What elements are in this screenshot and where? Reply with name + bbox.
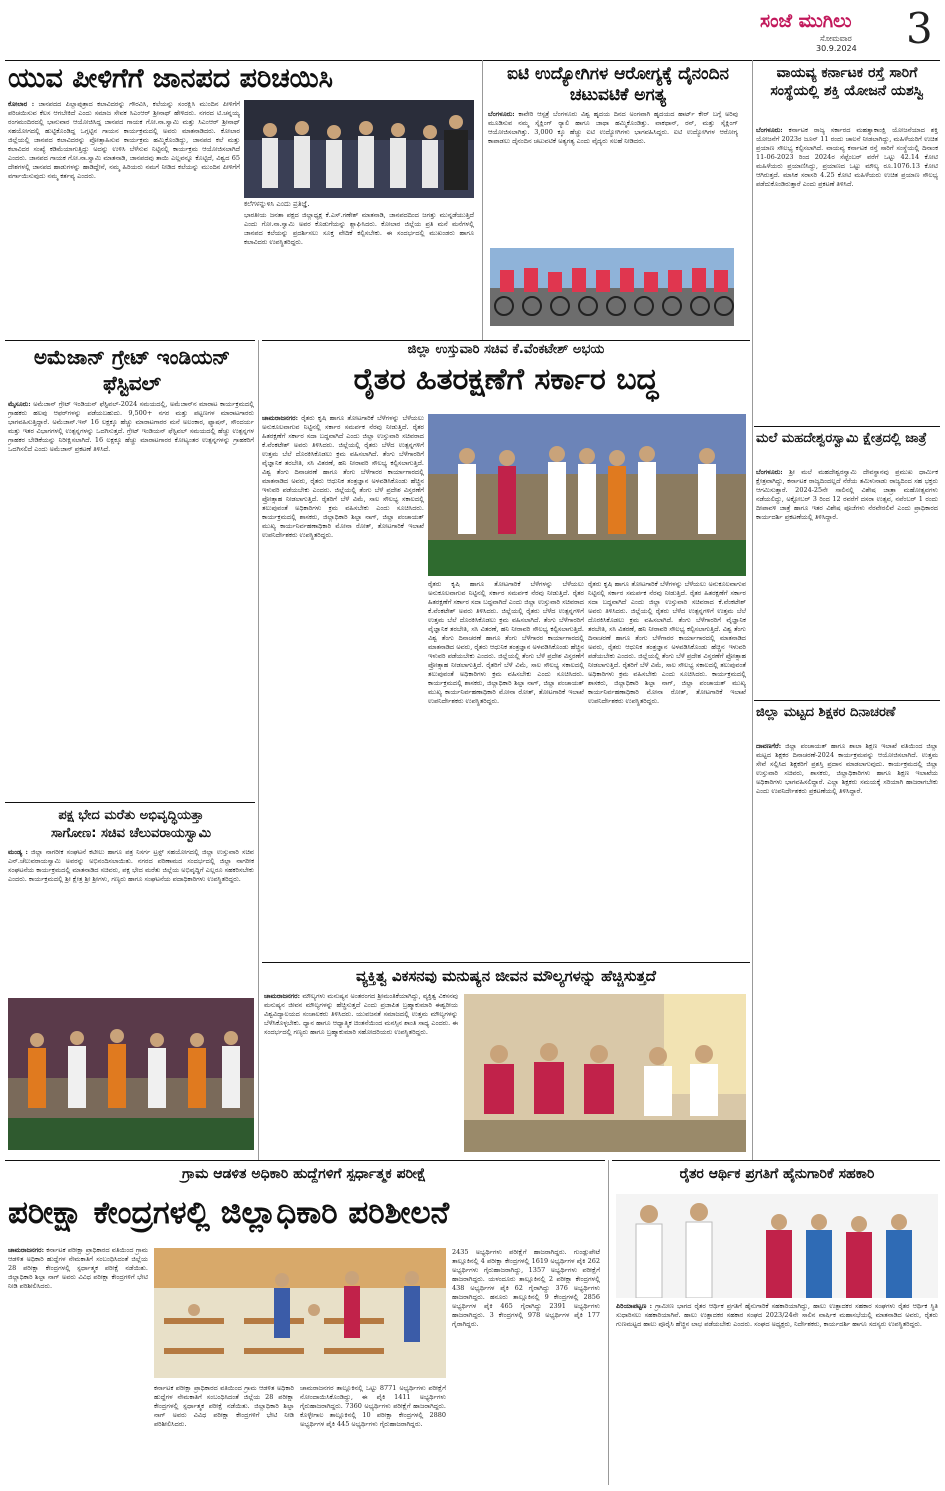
masthead xyxy=(760,4,940,60)
article-9-byline: ಚಾಮರಾಜನಗರ: xyxy=(264,992,300,1000)
article-9-headline: ವ್ಯಕ್ತಿತ್ವ ವಿಕಸನವು ಮನುಷ್ಯನ ಜೀವನ ಮೌಲ್ಯಗಳನ್ನು ಹೆಚ್ಚಿಸುತ್ತದೆ xyxy=(356,967,656,985)
article-10-body-continued xyxy=(154,1384,294,1484)
article-5-text: ರೈತರು ಕೃಷಿ ಹಾಗೂ ತೋಟಗಾರಿಕೆ ಬೆಳೆಗಳನ್ನು ಬೆಳೆಯಲು ಅನುಕೂಲವಾಗುವ ನಿಟ್ಟಿನಲ್ಲಿ ಸರ್ಕಾರ ಸಮರ್ಪಕ ನೆರವು ನೀಡುತ್ತಿದೆ. ರೈತರ ಹಿತರಕ್ಷಣೆಗೆ ಸರ್ಕಾರ ಸದಾ ಬದ್ಧವಾಗಿದೆ ಎಂದು ಜಿಲ್ಲಾ ಉಸ್ತುವಾರಿ ಸಚಿವರಾದ ಕೆ.ವೆಂಕಟೇಶ್ ಅವರು ತಿಳಿಸಿದರು. ಜಿಲ್ಲೆಯಲ್ಲಿ ರೈತರು ಬೆಳೆದ ಉತ್ಪನ್ನಗಳಿಗೆ ಉತ್ತಮ ಬೆಲೆ ದೊರಕಿಸಿಕೊಡಲು ಕ್ರಮ ವಹಿಸಲಾಗಿದೆ. ತೆಂಗು ಬೆಳೆಗಾರರಿಗೆ ವೈಜ್ಞಾನಿಕ ತರಬೇತಿ, ಸಸಿ ವಿತರಣೆ, ಹನಿ ನೀರಾವರಿ ಸೌಲಭ್ಯ ಕಲ್ಪಿಸಲಾಗುತ್ತಿದೆ. ವಿಶ್ವ ತೆಂಗು ದಿನಾಚರಣೆ ಹಾಗೂ ತೆಂಗು ಬೆಳೆಗಾರರ ಕಾರ್ಯಾಗಾರದಲ್ಲಿ ಮಾತನಾಡಿದ ಅವರು, ರೈತರು ಆಧುನಿಕ ತಂತ್ರಜ್ಞಾನ ಅಳವಡಿಸಿಕೊಂಡು ಹೆಚ್ಚಿನ ಇಳುವರಿ ಪಡೆಯಬೇಕು ಎಂದರು. ಜಿಲ್ಲೆಯಲ್ಲಿ ತೆಂಗು ಬೆಳೆ ಪ್ರದೇಶ ವಿಸ್ತರಣೆಗೆ ಪ್ರೋತ್ಸಾಹ ನೀಡಲಾಗುತ್ತಿದೆ. ರೈತರಿಗೆ ಬೆಳೆ ವಿಮೆ, ಸಾಲ ಸೌಲಭ್ಯ ಸಕಾಲದಲ್ಲಿ ತಲುಪುವಂತೆ ಅಧಿಕಾರಿಗಳು ಕ್ರಮ ವಹಿಸಬೇಕು ಎಂದು ಸೂಚಿಸಿದರು. ಕಾರ್ಯಕ್ರಮದಲ್ಲಿ ಶಾಸಕರು, ಜಿಲ್ಲಾಧಿಕಾರಿ ಶಿಲ್ಪಾ ನಾಗ್, ಜಿಲ್ಲಾ ಪಂಚಾಯತ್ ಮುಖ್ಯ ಕಾರ್ಯನಿರ್ವಹಣಾಧಿಕಾರಿ ಮೋನಾ ರೋತ್, ತೋಟಗಾರಿಕೆ ಇಲಾಖೆ ಉಪನಿರ್ದೇಶಕರು ಉಪಸ್ಥಿತರಿದ್ದರು. xyxy=(262,414,424,539)
article-10-byline: ಚಾಮರಾಜನಗರ: xyxy=(8,1246,44,1254)
divider xyxy=(608,1160,609,1485)
divider xyxy=(482,60,483,340)
divider xyxy=(5,60,940,61)
article-8-photo xyxy=(8,998,254,1150)
article-5-photo xyxy=(428,414,746,576)
divider xyxy=(262,962,750,963)
article-5-headline: ರೈತರ ಹಿತರಕ್ಷಣೆಗೆ ಸರ್ಕಾರ ಬದ್ಧ xyxy=(353,362,659,397)
divider xyxy=(754,700,940,701)
divider xyxy=(258,340,259,1160)
article-4-headline: ಅಮೆಜಾನ್ ಗ್ರೇಟ್ ಇಂಡಿಯನ್ ಫೆಸ್ಟಿವಲ್ xyxy=(33,345,231,395)
article-5-kicker: ಜಿಲ್ಲಾ ಉಸ್ತುವಾರಿ ಸಚಿವ ಕೆ.ವೆಂಕಟೇಶ್ ಅಭಯ xyxy=(407,342,605,357)
article-4-byline: ಮೈಸೂರು: xyxy=(8,400,31,408)
article-7-headline: ಜಿಲ್ಲಾ ಮಟ್ಟದ ಶಿಕ್ಷಕರ ದಿನಾಚರಣೆ xyxy=(756,705,896,720)
article-9-body xyxy=(264,992,458,1154)
article-3-headline: ವಾಯವ್ಯ ಕರ್ನಾಟಕ ರಸ್ತೆ ಸಾರಿಗೆ ಸಂಸ್ಥೆಯಲ್ಲಿ ಶಕ್ತಿ ಯೋಜನೆ ಯಶಸ್ವಿ xyxy=(770,65,924,99)
divider xyxy=(5,802,255,803)
article-8-headline: ಸಾಗೋಣ: ಸಚಿವ ಚೆಲುವರಾಯಸ್ವಾಮಿ xyxy=(50,826,212,841)
article-10-body xyxy=(8,1246,148,1484)
article-3-text: ಕರ್ನಾಟಕ ರಾಜ್ಯ ಸರ್ಕಾರದ ಮಹತ್ವಾಕಾಂಕ್ಷಿ ಯೋಜನೆಯಾದ ಶಕ್ತಿ ಯೋಜನೆಗೆ 2023ರ ಜೂನ್ 11 ರಂದು ಚಾಲನೆ ನೀಡಲಾಗಿದ್ದು, ಮಹಿಳೆಯರಿಗೆ ಉಚಿತ ಪ್ರಯಾಣ ಸೌಲಭ್ಯ ಕಲ್ಪಿಸಲಾಗಿದೆ. ವಾಯವ್ಯ ಕರ್ನಾಟಕ ರಸ್ತೆ ಸಾರಿಗೆ ಸಂಸ್ಥೆಯಲ್ಲಿ ದಿನಾಂಕ 11-06-2023 ರಿಂದ 2024ರ ಸೆಪ್ಟೆಂಬರ್ ವರೆಗೆ ಒಟ್ಟು 42.14 ಕೋಟಿ ಮಹಿಳೆಯರು ಪ್ರಯಾಣಿಸಿದ್ದು, ಪ್ರಯಾಣದ ಒಟ್ಟು ಮೌಲ್ಯ ರೂ.1076.13 ಕೋಟಿ ಆಗಿರುತ್ತದೆ. ಮಾಸಿಕ ಸರಾಸರಿ 4.25 ಕೋಟಿ ಮಹಿಳೆಯರು ಉಚಿತ ಪ್ರಯಾಣ ಸೌಲಭ್ಯ ಪಡೆದುಕೊಂಡಿರುತ್ತಾರೆ ಎಂದು ಪ್ರಕಟಣೆ ತಿಳಿಸಿದೆ. xyxy=(756,126,938,188)
date-label: 30.9.2024 xyxy=(816,44,857,53)
article-2-byline: ಬೆಂಗಳೂರು: xyxy=(488,110,515,118)
article-10-headline: ಪರೀಕ್ಷಾ ಕೇಂದ್ರಗಳಲ್ಲಿ ಜಿಲ್ಲಾಧಿಕಾರಿ ಪರಿಶೀಲನೆ xyxy=(8,1195,450,1231)
article-10-text-2: ಕರ್ನಾಟಕ ಪರೀಕ್ಷಾ ಪ್ರಾಧಿಕಾರದ ವತಿಯಿಂದ ಗ್ರಾಮ ಆಡಳಿತ ಅಧಿಕಾರಿ ಹುದ್ದೆಗಳ ನೇಮಕಾತಿಗೆ ಸಂಬಂಧಿಸಿದಂತೆ ಜಿಲ್ಲೆಯ 28 ಪರೀಕ್ಷಾ ಕೇಂದ್ರಗಳಲ್ಲಿ ಸ್ಪರ್ಧಾತ್ಮಕ ಪರೀಕ್ಷೆ ನಡೆಯಿತು. ಜಿಲ್ಲಾಧಿಕಾರಿ ಶಿಲ್ಪಾ ನಾಗ್ ಅವರು ವಿವಿಧ ಪರೀಕ್ಷಾ ಕೇಂದ್ರಗಳಿಗೆ ಭೇಟಿ ನೀಡಿ ಪರಿಶೀಲಿಸಿದರು. xyxy=(154,1384,294,1428)
article-5-body-continued xyxy=(428,580,584,960)
article-4-body xyxy=(8,400,254,798)
article-5-body xyxy=(262,414,424,958)
article-10-body-continued-2: ಚಾಮರಾಜನಗರ ತಾಲ್ಲೂಕಿನಲ್ಲಿ ಒಟ್ಟು 8771 ಅಭ್ಯರ್ಥಿಗಳು ಪರೀಕ್ಷೆಗೆ ನೋಂದಾಯಿಸಿಕೊಂಡಿದ್ದು, ಈ ಪೈಕಿ 1411 ಅಭ್ಯರ್ಥಿಗಳು ಗೈರುಹಾಜರಾಗಿದ್ದರು. 7360 ಅಭ್ಯರ್ಥಿಗಳು ಪರೀಕ್ಷೆಗೆ ಹಾಜರಾಗಿದ್ದರು. ಕೊಳ್ಳೇಗಾಲ ತಾಲ್ಲೂಕಿನಲ್ಲಿ 10 ಪರೀಕ್ಷಾ ಕೇಂದ್ರಗಳಲ್ಲಿ 2880 ಅಭ್ಯರ್ಥಿಗಳ ಪೈಕಿ 445 ಅಭ್ಯರ್ಥಿಗಳು ಗೈರುಹಾಜರಾಗಿದ್ದರು. xyxy=(300,1384,446,1428)
article-6-headline: ಮಲೆ ಮಹದೇಶ್ವರಸ್ವಾಮಿ ಕ್ಷೇತ್ರದಲ್ಲಿ ಜಾತ್ರೆ xyxy=(756,431,927,446)
article-5-text-2: ರೈತರು ಕೃಷಿ ಹಾಗೂ ತೋಟಗಾರಿಕೆ ಬೆಳೆಗಳನ್ನು ಬೆಳೆಯಲು ಅನುಕೂಲವಾಗುವ ನಿಟ್ಟಿನಲ್ಲಿ ಸರ್ಕಾರ ಸಮರ್ಪಕ ನೆರವು ನೀಡುತ್ತಿದೆ. ರೈತರ ಹಿತರಕ್ಷಣೆಗೆ ಸರ್ಕಾರ ಸದಾ ಬದ್ಧವಾಗಿದೆ ಎಂದು ಜಿಲ್ಲಾ ಉಸ್ತುವಾರಿ ಸಚಿವರಾದ ಕೆ.ವೆಂಕಟೇಶ್ ಅವರು ತಿಳಿಸಿದರು. ಜಿಲ್ಲೆಯಲ್ಲಿ ರೈತರು ಬೆಳೆದ ಉತ್ಪನ್ನಗಳಿಗೆ ಉತ್ತಮ ಬೆಲೆ ದೊರಕಿಸಿಕೊಡಲು ಕ್ರಮ ವಹಿಸಲಾಗಿದೆ. ತೆಂಗು ಬೆಳೆಗಾರರಿಗೆ ವೈಜ್ಞಾನಿಕ ತರಬೇತಿ, ಸಸಿ ವಿತರಣೆ, ಹನಿ ನೀರಾವರಿ ಸೌಲಭ್ಯ ಕಲ್ಪಿಸಲಾಗುತ್ತಿದೆ. ವಿಶ್ವ ತೆಂಗು ದಿನಾಚರಣೆ ಹಾಗೂ ತೆಂಗು ಬೆಳೆಗಾರರ ಕಾರ್ಯಾಗಾರದಲ್ಲಿ ಮಾತನಾಡಿದ ಅವರು, ರೈತರು ಆಧುನಿಕ ತಂತ್ರಜ್ಞಾನ ಅಳವಡಿಸಿಕೊಂಡು ಹೆಚ್ಚಿನ ಇಳುವರಿ ಪಡೆಯಬೇಕು ಎಂದರು. ಜಿಲ್ಲೆಯಲ್ಲಿ ತೆಂಗು ಬೆಳೆ ಪ್ರದೇಶ ವಿಸ್ತರಣೆಗೆ ಪ್ರೋತ್ಸಾಹ ನೀಡಲಾಗುತ್ತಿದೆ. ರೈತರಿಗೆ ಬೆಳೆ ವಿಮೆ, ಸಾಲ ಸೌಲಭ್ಯ ಸಕಾಲದಲ್ಲಿ ತಲುಪುವಂತೆ ಅಧಿಕಾರಿಗಳು ಕ್ರಮ ವಹಿಸಬೇಕು ಎಂದು ಸೂಚಿಸಿದರು. ಕಾರ್ಯಕ್ರಮದಲ್ಲಿ ಶಾಸಕರು, ಜಿಲ್ಲಾಧಿಕಾರಿ ಶಿಲ್ಪಾ ನಾಗ್, ಜಿಲ್ಲಾ ಪಂಚಾಯತ್ ಮುಖ್ಯ ಕಾರ್ಯನಿರ್ವಹಣಾಧಿಕಾರಿ ಮೋನಾ ರೋತ್, ತೋಟಗಾರಿಕೆ ಇಲಾಖೆ ಉಪನಿರ್ದೇಶಕರು ಉಪಸ್ಥಿತರಿದ್ದರು. xyxy=(428,580,584,705)
day-label: ಸೋಮವಾರ xyxy=(820,34,852,43)
article-10-photo xyxy=(154,1248,446,1378)
article-9-text: ಮೌಲ್ಯಗಳು ಮನುಷ್ಯನ ಅಂತರಂಗದ ಶ್ರೀಮಂತಿಕೆಯಾಗಿದ್ದು, ವ್ಯಕ್ತಿತ್ವ ವಿಕಸನವು ಮನುಷ್ಯನ ಜೀವನ ಮೌಲ್ಯಗಳನ್ನು ಹೆಚ್ಚಿಸುತ್ತದೆ ಎಂದು ಪ್ರಜಾಪಿತ ಬ್ರಹ್ಮಾಕುಮಾರಿ ಈಶ್ವರೀಯ ವಿಶ್ವವಿದ್ಯಾಲಯದ ಸಂಚಾಲಕರು ತಿಳಿಸಿದರು. ಯುವಜನತೆ ಸಮಾಜದಲ್ಲಿ ಉತ್ತಮ ಮೌಲ್ಯಗಳನ್ನು ಬೆಳೆಸಿಕೊಳ್ಳಬೇಕು. ಧ್ಯಾನ ಹಾಗೂ ಆಧ್ಯಾತ್ಮಿಕ ಚಿಂತನೆಯಿಂದ ಮನಸ್ಸಿನ ಶಾಂತಿ ಸಾಧ್ಯ ಎಂದರು. ಈ ಸಂದರ್ಭದಲ್ಲಿ ಗಣ್ಯರು ಹಾಗೂ ಬ್ರಹ್ಮಾಕುಮಾರಿ ಸಹೋದರಿಯರು ಉಪಸ್ಥಿತರಿದ್ದರು. xyxy=(264,992,458,1036)
article-11-photo xyxy=(616,1194,938,1298)
article-5-body-continued-2 xyxy=(588,580,746,960)
article-5-byline: ಚಾಮರಾಜನಗರ: xyxy=(262,414,298,422)
brand-logo: ಸಂಜೆ ಮುಗಿಲು xyxy=(760,10,852,32)
article-7-byline: ದಾವಣಗೆರೆ: xyxy=(756,742,782,750)
article-1-text: ಜಾನಪದದ ಪಿಲ್ಲಾಪುತ್ರಾದ ಕಲಾವಿದರನ್ನು ಗೌರವಿಸಿ, ಕಲೆಯನ್ನು ಸಂರಕ್ಷಿಸಿ ಮುಂದಿನ ಪೀಳಿಗೆಗೆ ಪರಿಚಯಿಸುವ ಕೆಲಸ ಆಗಬೇಕಿದೆ ಎಂದು ಸಮಾಜ ಸೇವಕ ಸಿಎಂಆರ್ ಶ್ರೀನಾಥ್ ಹೇಳಿದರು. ನಗರದ ಟಿ.ಚನ್ನಯ್ಯ ರಂಗಮಂದಿರದಲ್ಲಿ ಭಾನುವಾರ ಆಯೋಜಿಸಿದ್ದ ಜಾನಪದ ಗಾಯಕ ಗೋ.ನಾ.ಸ್ವಾಮಿ ಮತ್ತು ಸಿಎಂಆರ್ ಶ್ರೀನಾಥ್ ಸಹಯೋಗದಲ್ಲಿ ಹುಟ್ಟಿಕೊಂಡಿದ್ದ ಒಗ್ಗಟ್ಟಿನ ಗಾಯನ ಕಾರ್ಯಕ್ರಮದಲ್ಲಿ ಅವರು ಮಾತನಾಡಿದರು. ಕೋಲಾರ ಜಿಲ್ಲೆಯಲ್ಲಿ ಜಾನಪದ ಕಲಾವಿದರನ್ನು ಪ್ರೋತ್ಸಾಹಿಸುವ ಕಾರ್ಯಕ್ರಮ ಹಮ್ಮಿಕೊಂಡಿದ್ದು, ಜಾನಪದ ಕಲೆ ಮತ್ತು ಕಲಾವಿದರ ಸಂಖ್ಯೆ ಕಡಿಮೆಯಾಗುತ್ತಿದ್ದು ಅದನ್ನು ಉಳಿಸಿ ಬೆಳೆಸುವ ನಿಟ್ಟಿನಲ್ಲಿ ಕಾರ್ಯಕ್ರಮ ಆಯೋಜಿಸಲಾಗಿದೆ ಎಂದರು. ಜಾನಪದ ಗಾಯಕ ಗೋ.ನಾ.ಸ್ವಾಮಿ ಮಾತನಾಡಿ, ಜಾನಪದವು ತಾಯಿ ಎಲ್ಲವನ್ನೂ ಕೊಟ್ಟಿದೆ, ವಿಶ್ವದ 65 ದೇಶಗಳಲ್ಲಿ ಜಾನಪದ ಹಾಡುಗಳನ್ನು ಹಾಡಿದ್ದೇನೆ, ನಮ್ಮ ಹಿರಿಯರು ನಮಗೆ ನೀಡಿದ ಕಲೆಯನ್ನು ಮುಂದಿನ ಪೀಳಿಗೆಗೆ ವರ್ಗಾಯಿಸುವುದು ನಮ್ಮ ಕರ್ತವ್ಯ ಎಂದರು. xyxy=(8,100,240,180)
article-3-body xyxy=(756,126,938,424)
divider xyxy=(754,426,940,427)
article-11-body xyxy=(616,1302,938,1484)
article-7-body xyxy=(756,742,938,1156)
divider xyxy=(612,1160,940,1161)
article-6-body xyxy=(756,468,938,698)
article-2-body xyxy=(488,110,738,246)
article-11-byline: ಪಿರಿಯಾಪಟ್ಟಣ : xyxy=(616,1302,653,1310)
article-1-body-continued: ಭಾರತೀಯ ಜನತಾ ಪಕ್ಷದ ಜಿಲ್ಲಾಧ್ಯಕ್ಷ ಕೆ.ಎಸ್.ಗಣೇಶ್ ಮಾತನಾಡಿ, ಜಾನಪದದಿಂದ ಜಗತ್ತು ಮುನ್ನಡೆಯುತ್ತಿದೆ ಎಂದು ಗೋ.ನಾ.ಸ್ವಾಮಿ ಅವರ ಕೊಡುಗೆಯನ್ನು ಶ್ಲಾಘಿಸಿದರು. ಕೋಲಾರ ಜಿಲ್ಲೆಯ ಪ್ರತಿ ಮನೆ ಮನೆಗಳಲ್ಲಿ ಜಾನಪದ ಕಲೆಯನ್ನು ಪ್ರದರ್ಶಿಸಲು ಸೂಕ್ತ ವೇದಿಕೆ ಕಲ್ಪಿಸಬೇಕು. ಈ ಸಂದರ್ಭದಲ್ಲಿ ಮುಖಂಡರು ಹಾಗೂ ಕಲಾವಿದರು ಉಪಸ್ಥಿತರಿದ್ದರು. xyxy=(244,211,474,246)
article-1-headline: ಯುವ ಪೀಳಿಗೆಗೆ ಜಾನಪದ ಪರಿಚಯಿಸಿ xyxy=(8,63,333,94)
article-8-kicker: ಪಕ್ಷ ಭೇದ ಮರೆತು ಅಭಿವೃದ್ಧಿಯತ್ತಾ xyxy=(58,808,204,823)
article-2-headline: ಐಟಿ ಉದ್ಯೋಗಿಗಳ ಆರೋಗ್ಯಕ್ಕೆ ದೈನಂದಿನ ಚಟುವಟಿಕೆ ಅಗತ್ಯ xyxy=(506,64,730,105)
divider xyxy=(5,1160,605,1161)
article-10-text: ಕರ್ನಾಟಕ ಪರೀಕ್ಷಾ ಪ್ರಾಧಿಕಾರದ ವತಿಯಿಂದ ಗ್ರಾಮ ಆಡಳಿತ ಅಧಿಕಾರಿ ಹುದ್ದೆಗಳ ನೇಮಕಾತಿಗೆ ಸಂಬಂಧಿಸಿದಂತೆ ಜಿಲ್ಲೆಯ 28 ಪರೀಕ್ಷಾ ಕೇಂದ್ರಗಳಲ್ಲಿ ಸ್ಪರ್ಧಾತ್ಮಕ ಪರೀಕ್ಷೆ ನಡೆಯಿತು. ಜಿಲ್ಲಾಧಿಕಾರಿ ಶಿಲ್ಪಾ ನಾಗ್ ಅವರು ವಿವಿಧ ಪರೀಕ್ಷಾ ಕೇಂದ್ರಗಳಿಗೆ ಭೇಟಿ ನೀಡಿ ಪರಿಶೀಲಿಸಿದರು. xyxy=(8,1246,148,1290)
article-3-byline: ಬೆಂಗಳೂರು: xyxy=(756,126,783,134)
article-9-photo xyxy=(464,994,746,1152)
article-10-body-continued-3: 2435 ಅಭ್ಯರ್ಥಿಗಳು ಪರೀಕ್ಷೆಗೆ ಹಾಜರಾಗಿದ್ದರು. ಗುಂಡ್ಲುಪೇಟೆ ತಾಲ್ಲೂಕಿನಲ್ಲಿ 4 ಪರೀಕ್ಷಾ ಕೇಂದ್ರಗಳಲ್ಲಿ 1619 ಅಭ್ಯರ್ಥಿಗಳ ಪೈಕಿ 262 ಅಭ್ಯರ್ಥಿಗಳು ಗೈರುಹಾಜರಾಗಿದ್ದು, 1357 ಅಭ್ಯರ್ಥಿಗಳು ಪರೀಕ್ಷೆಗೆ ಹಾಜರಾಗಿದ್ದರು. ಯಳಂದೂರು ತಾಲ್ಲೂಕಿನಲ್ಲಿ 2 ಪರೀಕ್ಷಾ ಕೇಂದ್ರಗಳಲ್ಲಿ 438 ಅಭ್ಯರ್ಥಿಗಳ ಪೈಕಿ 62 ಗೈರಾಗಿದ್ದು 376 ಅಭ್ಯರ್ಥಿಗಳು ಹಾಜರಾಗಿದ್ದರು. ಹನೂರು ತಾಲ್ಲೂಕಿನಲ್ಲಿ 9 ಕೇಂದ್ರಗಳಲ್ಲಿ 2856 ಅಭ್ಯರ್ಥಿಗಳ ಪೈಕಿ 465 ಗೈರಾಗಿದ್ದು 2391 ಅಭ್ಯರ್ಥಿಗಳು ಹಾಜರಾಗಿದ್ದರು. 3 ಕೇಂದ್ರಗಳಲ್ಲಿ 978 ಅಭ್ಯರ್ಥಿಗಳ ಪೈಕಿ 177 ಗೈರಾಗಿದ್ದರು. xyxy=(452,1248,600,1328)
article-11-text: ಗ್ರಾಮೀಣ ಭಾಗದ ರೈತರ ಆರ್ಥಿಕ ಪ್ರಗತಿಗೆ ಹೈನುಗಾರಿಕೆ ಸಹಕಾರಿಯಾಗಿದ್ದು, ಹಾಲು ಉತ್ಪಾದಕರ ಸಹಕಾರ ಸಂಘಗಳು ರೈತರ ಆರ್ಥಿಕ ಸ್ಥಿತಿ ಸುಧಾರಿಸಲು ಸಹಕಾರಿಯಾಗಿವೆ. ಹಾಲು ಉತ್ಪಾದಕರ ಸಹಕಾರ ಸಂಘದ 2023/24ನೇ ಸಾಲಿನ ವಾರ್ಷಿಕ ಮಹಾಸಭೆಯಲ್ಲಿ ಮಾತನಾಡಿದ ಅವರು, ರೈತರು ಗುಣಮಟ್ಟದ ಹಾಲು ಪೂರೈಸಿ ಹೆಚ್ಚಿನ ಲಾಭ ಪಡೆಯಬೇಕು ಎಂದರು. ಸಂಘದ ಅಧ್ಯಕ್ಷರು, ನಿರ್ದೇಶಕರು, ಕಾರ್ಯದರ್ಶಿ ಹಾಗೂ ಸದಸ್ಯರು ಉಪಸ್ಥಿತರಿದ್ದರು. xyxy=(616,1302,938,1328)
article-7-text: ಜಿಲ್ಲಾ ಪಂಚಾಯತ್ ಹಾಗೂ ಶಾಲಾ ಶಿಕ್ಷಣ ಇಲಾಖೆ ವತಿಯಿಂದ ಜಿಲ್ಲಾ ಮಟ್ಟದ ಶಿಕ್ಷಕರ ದಿನಾಚರಣೆ-2024 ಕಾರ್ಯಕ್ರಮವನ್ನು ಆಯೋಜಿಸಲಾಗಿದೆ. ಉತ್ತಮ ಸೇವೆ ಸಲ್ಲಿಸಿದ ಶಿಕ್ಷಕರಿಗೆ ಪ್ರಶಸ್ತಿ ಪ್ರದಾನ ಮಾಡಲಾಗುವುದು. ಕಾರ್ಯಕ್ರಮದಲ್ಲಿ ಜಿಲ್ಲಾ ಉಸ್ತುವಾರಿ ಸಚಿವರು, ಶಾಸಕರು, ಜಿಲ್ಲಾಧಿಕಾರಿಗಳು ಹಾಗೂ ಶಿಕ್ಷಣ ಇಲಾಖೆಯ ಅಧಿಕಾರಿಗಳು ಭಾಗವಹಿಸಲಿದ್ದಾರೆ. ಎಲ್ಲಾ ಶಿಕ್ಷಕರು ಸಮಯಕ್ಕೆ ಸರಿಯಾಗಿ ಹಾಜರಾಗಬೇಕು ಎಂದು ಉಪನಿರ್ದೇಶಕರು ಪ್ರಕಟಣೆಯಲ್ಲಿ ತಿಳಿಸಿದ್ದಾರೆ. xyxy=(756,742,938,795)
article-6-byline: ಬೆಂಗಳೂರು: xyxy=(756,468,783,476)
article-6-text: ಶ್ರೀ ಮಲೆ ಮಹದೇಶ್ವರಸ್ವಾಮಿ ದೇವಸ್ಥಾನವು ಪ್ರಮುಖ ಧಾರ್ಮಿಕ ಕ್ಷೇತ್ರವಾಗಿದ್ದು, ಕರ್ನಾಟಕ ರಾಜ್ಯದಿಂದಲ್ಲದೆ ನೆರೆಯ ತಮಿಳುನಾಡು ರಾಜ್ಯದಿಂದ ಸಹ ಭಕ್ತರು ಆಗಮಿಸುತ್ತಾರೆ. 2024-25ನೇ ಸಾಲಿನಲ್ಲಿ ವಿಶೇಷ ಜಾತ್ರಾ ಮಹೋತ್ಸವಗಳು ನಡೆಯಲಿದ್ದು, ಅಕ್ಟೋಬರ್ 3 ರಿಂದ 12 ರವರೆಗೆ ದಸರಾ ಉತ್ಸವ, ನವೆಂಬರ್ 1 ರಂದು ದೀಪಾವಳಿ ಜಾತ್ರೆ ಹಾಗೂ ಇತರ ವಿಶೇಷ ಪೂಜೆಗಳು ನೆರವೇರಲಿವೆ ಎಂದು ಪ್ರಾಧಿಕಾರದ ಕಾರ್ಯದರ್ಶಿ ಪ್ರಕಟಣೆಯಲ್ಲಿ ತಿಳಿಸಿದ್ದಾರೆ. xyxy=(756,468,938,521)
divider xyxy=(262,340,750,341)
article-2-photo xyxy=(490,248,734,326)
divider xyxy=(752,60,753,1160)
article-4-text: ಅಮೆಜಾನ್ ಗ್ರೇಟ್ ಇಂಡಿಯನ್ ಫೆಸ್ಟಿವಲ್-2024 ಸಮಯದಲ್ಲಿ, ಅಮೆಜಾನ್‌ನ ಮಾರಾಟ ಕಾರ್ಯಕ್ರಮದಲ್ಲಿ ಗ್ರಾಹಕರು ಹಲವು ಆಫರ್‌ಗಳನ್ನು ಪಡೆಯಬಹುದು. 9,500+ ನಗರ ಮತ್ತು ಪಟ್ಟಣಗಳ ಮಾರಾಟಗಾರರು ಭಾಗವಹಿಸುತ್ತಿದ್ದಾರೆ. ಅಮೆಜಾನ್.ಇನ್ 16 ಲಕ್ಷಕ್ಕೂ ಹೆಚ್ಚು ಮಾರಾಟಗಾರರ ಮನೆ ಅಲಂಕಾರ, ಫ್ಯಾಷನ್, ಸೌಂದರ್ಯ ಮತ್ತು ಇತರ ವಿಭಾಗಗಳಲ್ಲಿ ಉತ್ಪನ್ನಗಳನ್ನು ಒದಗಿಸುತ್ತದೆ. ಗ್ರೇಟ್ ಇಂಡಿಯನ್ ಫೆಸ್ಟಿವಲ್ ಸಮಯದಲ್ಲಿ ಹೆಚ್ಚು ಉತ್ಪನ್ನಗಳ ಗ್ರಾಹಕರ ಬೇಡಿಕೆಯನ್ನು ನಿರೀಕ್ಷಿಸಲಾಗಿದೆ. 16 ಲಕ್ಷಕ್ಕೂ ಹೆಚ್ಚು ಮಾರಾಟಗಾರರ ಕೋಟ್ಯಂತರ ಉತ್ಪನ್ನಗಳನ್ನು ಗ್ರಾಹಕರಿಗೆ ಒದಗಿಸಲಿದೆ ಎಂದು ಅಮೆಜಾನ್ ಪ್ರಕಟಣೆ ತಿಳಿಸಿದೆ. xyxy=(8,400,254,453)
article-1-byline: ಕೋಲಾರ : xyxy=(8,100,35,108)
article-11-headline: ರೈತರ ಆರ್ಥಿಕ ಪ್ರಗತಿಗೆ ಹೈನುಗಾರಿಕೆ ಸಹಕಾರಿ xyxy=(679,1166,875,1182)
article-1-caption: ಕಲೆಗಳನ್ನುಳಿಸಿ ಎಂದು ಪ್ರತಿಜ್ಞೆ. xyxy=(244,200,310,208)
divider xyxy=(5,340,255,341)
page-number: 3 xyxy=(906,4,933,53)
article-2-text: ಕಾವೇರಿ ಆಸ್ಪತ್ರೆ ಬೆಂಗಳೂರು ವಿಶ್ವ ಹೃದಯ ದಿನದ ಅಂಗವಾಗಿ ಹೃದಯದ ಹಾರ್ಟ್ ಕೇರ್ ಬಗ್ಗೆ ಅರಿವು ಮೂಡಿಸುವ ನಮ್ಮ ಸೈಕ್ಲಿಂಗ್ ರ‍್ಯಾಲಿ ಹಾಗೂ ಜಾಥಾ ಹಮ್ಮಿಕೊಂಡಿತ್ತು. ವಾಕಥಾನ್, ರನ್, ಮತ್ತು ಸೈಕ್ಲಿಂಗ್ ಆಯೋಜಿಸಲಾಗಿತ್ತು. 3,000 ಕ್ಕೂ ಹೆಚ್ಚು ಐಟಿ ಉದ್ಯೋಗಿಗಳು ಭಾಗವಹಿಸಿದ್ದರು. ಐಟಿ ಉದ್ಯೋಗಿಗಳ ಆರೋಗ್ಯ ಕಾಪಾಡಲು ದೈನಂದಿನ ಚಟುವಟಿಕೆ ಅತ್ಯಗತ್ಯ ಎಂದು ವೈದ್ಯರು ಸಲಹೆ ನೀಡಿದರು. xyxy=(488,110,738,145)
article-8-byline: ಮಂಡ್ಯ : xyxy=(8,848,28,856)
article-8-body xyxy=(8,848,254,994)
article-5-text-3: ರೈತರು ಕೃಷಿ ಹಾಗೂ ತೋಟಗಾರಿಕೆ ಬೆಳೆಗಳನ್ನು ಬೆಳೆಯಲು ಅನುಕೂಲವಾಗುವ ನಿಟ್ಟಿನಲ್ಲಿ ಸರ್ಕಾರ ಸಮರ್ಪಕ ನೆರವು ನೀಡುತ್ತಿದೆ. ರೈತರ ಹಿತರಕ್ಷಣೆಗೆ ಸರ್ಕಾರ ಸದಾ ಬದ್ಧವಾಗಿದೆ ಎಂದು ಜಿಲ್ಲಾ ಉಸ್ತುವಾರಿ ಸಚಿವರಾದ ಕೆ.ವೆಂಕಟೇಶ್ ಅವರು ತಿಳಿಸಿದರು. ಜಿಲ್ಲೆಯಲ್ಲಿ ರೈತರು ಬೆಳೆದ ಉತ್ಪನ್ನಗಳಿಗೆ ಉತ್ತಮ ಬೆಲೆ ದೊರಕಿಸಿಕೊಡಲು ಕ್ರಮ ವಹಿಸಲಾಗಿದೆ. ತೆಂಗು ಬೆಳೆಗಾರರಿಗೆ ವೈಜ್ಞಾನಿಕ ತರಬೇತಿ, ಸಸಿ ವಿತರಣೆ, ಹನಿ ನೀರಾವರಿ ಸೌಲಭ್ಯ ಕಲ್ಪಿಸಲಾಗುತ್ತಿದೆ. ವಿಶ್ವ ತೆಂಗು ದಿನಾಚರಣೆ ಹಾಗೂ ತೆಂಗು ಬೆಳೆಗಾರರ ಕಾರ್ಯಾಗಾರದಲ್ಲಿ ಮಾತನಾಡಿದ ಅವರು, ರೈತರು ಆಧುನಿಕ ತಂತ್ರಜ್ಞಾನ ಅಳವಡಿಸಿಕೊಂಡು ಹೆಚ್ಚಿನ ಇಳುವರಿ ಪಡೆಯಬೇಕು ಎಂದರು. ಜಿಲ್ಲೆಯಲ್ಲಿ ತೆಂಗು ಬೆಳೆ ಪ್ರದೇಶ ವಿಸ್ತರಣೆಗೆ ಪ್ರೋತ್ಸಾಹ ನೀಡಲಾಗುತ್ತಿದೆ. ರೈತರಿಗೆ ಬೆಳೆ ವಿಮೆ, ಸಾಲ ಸೌಲಭ್ಯ ಸಕಾಲದಲ್ಲಿ ತಲುಪುವಂತೆ ಅಧಿಕಾರಿಗಳು ಕ್ರಮ ವಹಿಸಬೇಕು ಎಂದು ಸೂಚಿಸಿದರು. ಕಾರ್ಯಕ್ರಮದಲ್ಲಿ ಶಾಸಕರು, ಜಿಲ್ಲಾಧಿಕಾರಿ ಶಿಲ್ಪಾ ನಾಗ್, ಜಿಲ್ಲಾ ಪಂಚಾಯತ್ ಮುಖ್ಯ ಕಾರ್ಯನಿರ್ವಹಣಾಧಿಕಾರಿ ಮೋನಾ ರೋತ್, ತೋಟಗಾರಿಕೆ ಇಲಾಖೆ ಉಪನಿರ್ದೇಶಕರು ಉಪಸ್ಥಿತರಿದ್ದರು. xyxy=(588,580,746,705)
article-10-kicker: ಗ್ರಾಮ ಆಡಳಿತ ಅಧಿಕಾರಿ ಹುದ್ದೆಗಳಿಗೆ ಸ್ಪರ್ಧಾತ್ಮಕ ಪರೀಕ್ಷೆ xyxy=(181,1166,427,1182)
article-8-text: ಜಿಲ್ಲಾ ನಾಗರೀಕ ಸಂಘಟನೆ ಕಟೀಲು ಹಾಗೂ ಪತ್ರ ನಿಸರ್ಗ ಟ್ರಸ್ಟ್ ಸಹಯೋಗದಲ್ಲಿ ಜಿಲ್ಲಾ ಉಸ್ತುವಾರಿ ಸಚಿವ ಎನ್.ಚೆಲುವರಾಯಸ್ವಾಮಿ ಅವರನ್ನು ಅಭಿನಂದಿಸಲಾಯಿತು. ನಗರದ ಪರಿಣಾಮದ ಸಂದರ್ಭದಲ್ಲಿ ಜಿಲ್ಲಾ ನಾಗರೀಕ ಸಂಘಟನೆಯ ಕಾರ್ಯಕ್ರಮದಲ್ಲಿ ಮಾತನಾಡಿದ ಸಚಿವರು, ಪಕ್ಷ ಭೇದ ಮರೆತು ಜಿಲ್ಲೆಯ ಅಭಿವೃದ್ಧಿಗೆ ಎಲ್ಲರೂ ಸಹಕರಿಸಬೇಕು ಎಂದರು. ಕಾರ್ಯಕ್ರಮದಲ್ಲಿ ಶ್ರೀ ಕ್ಷೇತ್ರ ಶ್ರೀ ಶ್ರೀಗಳು, ಗಣ್ಯರು ಹಾಗೂ ಸಂಘಟನೆಯ ಪದಾಧಿಕಾರಿಗಳು ಉಪಸ್ಥಿತರಿದ್ದರು. xyxy=(8,848,254,883)
article-1-photo xyxy=(244,100,474,198)
